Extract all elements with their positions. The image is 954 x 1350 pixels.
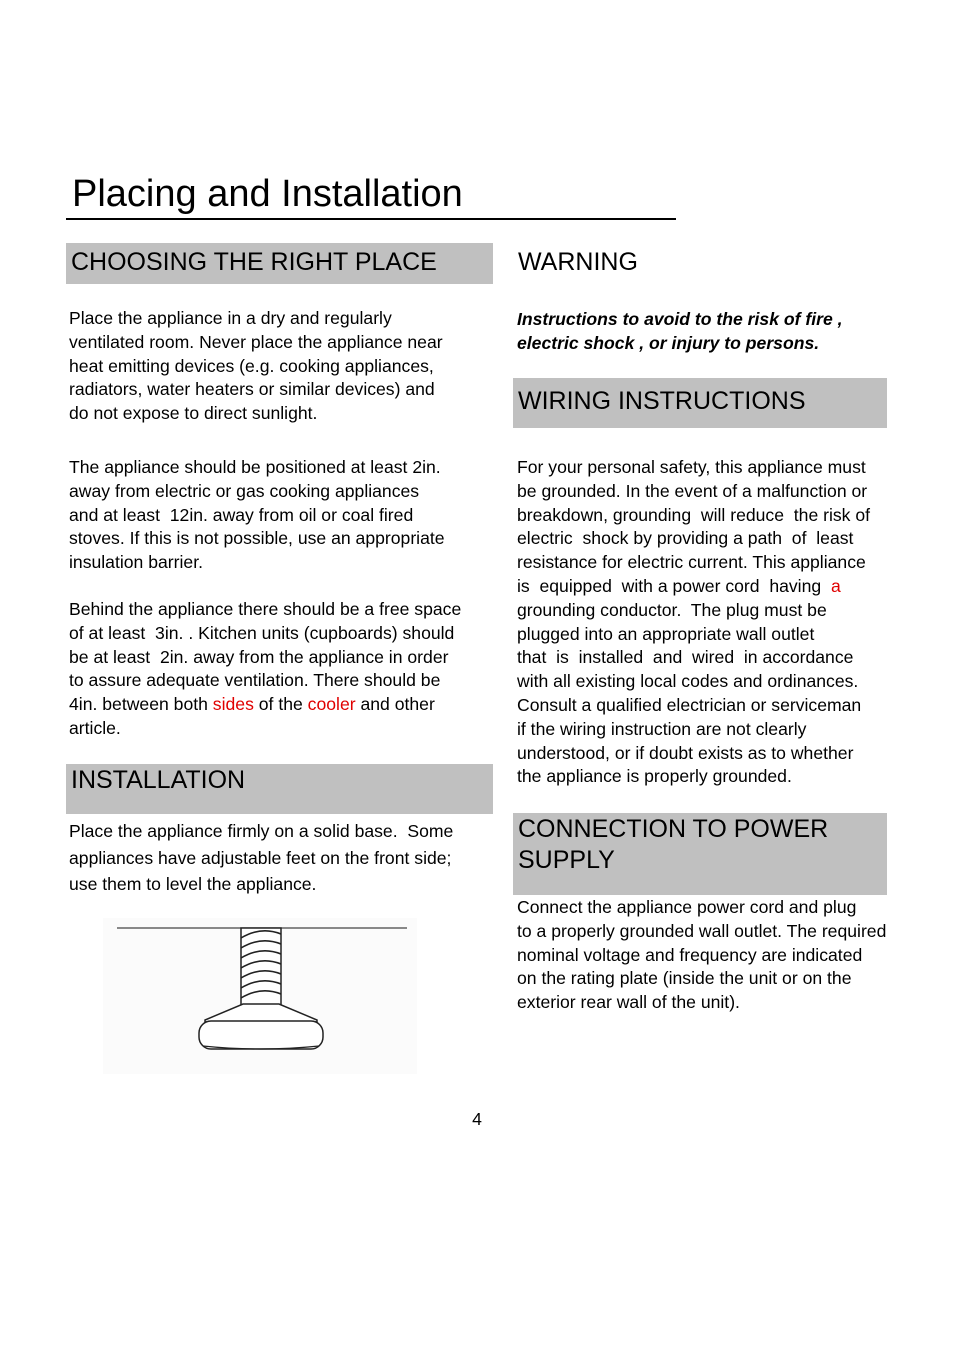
highlight-cooler: cooler [307, 694, 356, 715]
installation-paragraph: Place the appliance firmly on a solid base. Some appliances have adjustable feet on the front side; use them to level the appliance. [69, 821, 454, 894]
text-run: Behind the appliance there should be a free space of at least 3in. . Kitchen units (cupboards) should be at least 2in. away from the appliance in order to assure adequate ventilation. There should be 4in. between both [69, 599, 462, 715]
section-heading-wiring: WIRING INSTRUCTIONS [513, 378, 887, 428]
adjustable-foot-icon [103, 918, 417, 1074]
choosing-paragraph-2: The appliance should be positioned at least 2in. away from electric or gas cooking appliances and at least 12in. away from oil or coal fired stoves. If this is not possible, use an appropriate insulation barrier. [69, 457, 445, 573]
wiring-paragraph [517, 456, 887, 789]
section-heading-warning: WARNING [518, 248, 638, 276]
section-heading-installation: INSTALLATION [66, 764, 493, 814]
page-title: Placing and Installation [72, 173, 463, 215]
text-run: and other article. [69, 694, 435, 738]
page-number: 4 [472, 1109, 482, 1129]
choosing-paragraph-1: Place the appliance in a dry and regularly ventilated room. Never place the appliance near heat emitting devices (e.g. cooking appliances, radiators, water heaters or similar devices) and do not expose to direct sunlight. [69, 308, 443, 424]
choosing-paragraph-3 [69, 598, 493, 741]
text-run: For your personal safety, this appliance must be grounded. In the event of a malfunction or breakdown, grounding will reduce the risk of electric shock by providing a path of least resistance for electric current. This appliance is equipped with a power cord having [517, 457, 871, 596]
text-run: of the [253, 694, 308, 715]
section-heading-connection: CONNECTION TO POWER SUPPLY [513, 813, 887, 895]
title-underline [66, 218, 676, 220]
text-run: grounding conductor. The plug must be plugged into an appropriate wall outlet that is installed and wired in accordance with all existing local codes and ordinances. Consult a qualified electrician or serviceman if the wiring instruction are not clearly understood, or if doubt exists as to whether the appliance is properly grounded. [517, 599, 862, 787]
highlight-a: a [830, 575, 841, 596]
warning-text: Instructions to avoid to the risk of fire , electric shock , or injury to persons. [517, 309, 843, 353]
section-heading-choosing-place: CHOOSING THE RIGHT PLACE [66, 243, 493, 284]
connection-paragraph: Connect the appliance power cord and plug to a properly grounded wall outlet. The required nominal voltage and frequency are indicated on the rating plate (inside the unit or on the exterior rear wall of the unit). [517, 897, 887, 1013]
highlight-sides: sides [212, 694, 254, 715]
